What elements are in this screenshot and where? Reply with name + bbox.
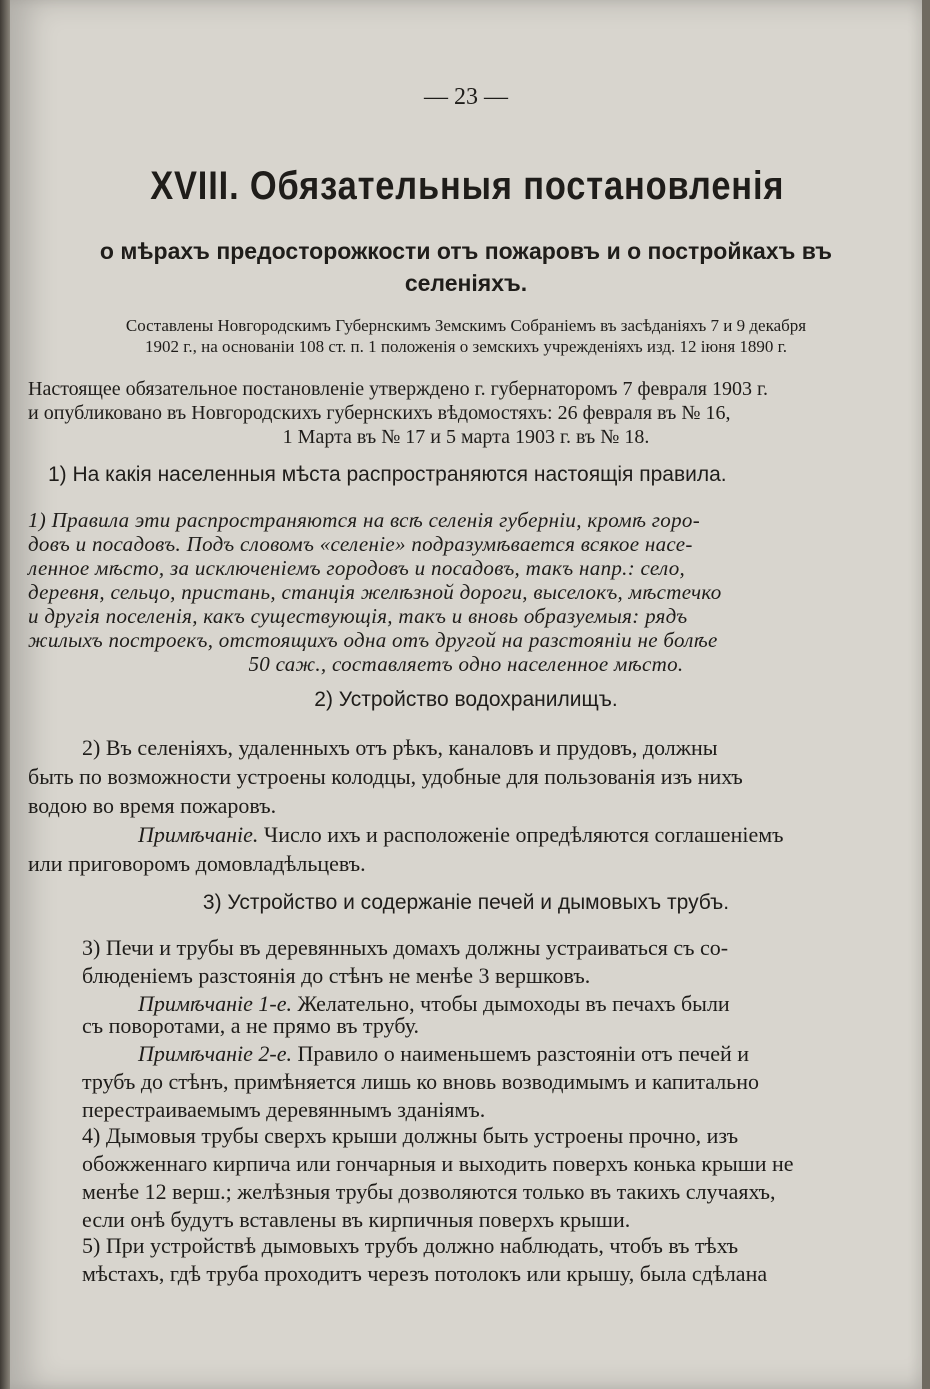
rule-text-line: блюденіемъ разстоянія до стѣнъ не менѣе 3 вершковъ.	[82, 963, 591, 988]
note-line: или приговоромъ домовладѣльцевъ.	[28, 851, 366, 876]
note-line: перестраиваемымъ деревяннымъ зданіямъ.	[82, 1097, 486, 1122]
rule-text-line: 3) Печи и трубы въ деревянныхъ домахъ должны устраиваться съ со-	[82, 935, 729, 960]
note-line: трубъ до стѣнъ, примѣняется лишь ко вновь возводимымъ и капитально	[82, 1069, 759, 1094]
section-heading: 1) На какія населенныя мѣста распространяются настоящія правила.	[48, 463, 727, 486]
subtitle-line: о мѣрахъ предосторожкости отъ пожаровъ и о постройкахъ въ	[99, 238, 833, 264]
compiled-note-line: Составлены Новгородскимъ Губернскимъ Земскимъ Собраніемъ въ засѣданіяхъ 7 и 9 декабря	[125, 316, 807, 335]
note-text: Правило о наименьшемъ разстояніи отъ печей и	[297, 1041, 750, 1066]
note-line: съ поворотами, а не прямо въ трубу.	[82, 1013, 419, 1038]
document-title: XVIII. Обязательныя постановленія	[150, 164, 785, 208]
rule-text-line: водою во время пожаровъ.	[28, 793, 277, 818]
subtitle-line: селеніяхъ.	[404, 270, 528, 296]
section-heading: 2) Устройство водохранилищъ.	[314, 688, 618, 711]
rule-text-line: быть по возможности устроены колодцы, удобные для пользованія изъ нихъ	[28, 764, 743, 789]
page-number: — 23 —	[424, 84, 508, 110]
approval-note-line: 1 Марта въ № 17 и 5 марта 1903 г. въ № 18.	[282, 426, 650, 448]
rule-text-line: 5) При устройствѣ дымовыхъ трубъ должно наблюдать, чтобъ въ тѣхъ	[82, 1233, 739, 1258]
note-line	[138, 822, 784, 848]
section-heading: 3) Устройство и содержаніе печей и дымовыхъ трубъ.	[202, 891, 730, 914]
rule-text-line: 2) Въ селеніяхъ, удаленныхъ отъ рѣкъ, каналовъ и прудовъ, должны	[82, 735, 718, 760]
note-label: Примѣчаніе 1-е.	[138, 991, 292, 1016]
note-label: Примѣчаніе.	[138, 822, 259, 847]
note-line	[138, 1041, 749, 1067]
rule-text-line: мѣстахъ, гдѣ труба проходитъ черезъ потолокъ или крышу, была сдѣлана	[82, 1261, 768, 1286]
rule-text-line: 50 саж., составляетъ одно населенное мѣсто.	[248, 652, 684, 676]
rule-text-line: если онѣ будутъ вставлены въ кирпичныя поверхъ крыши.	[82, 1207, 631, 1232]
compiled-note-line: 1902 г., на основаніи 108 ст. п. 1 положенія о земскихъ учрежденіяхъ изд. 12 іюня 1890 г.	[145, 337, 787, 356]
rule-text-line: менѣе 12 верш.; желѣзныя трубы дозволяются только въ такихъ случаяхъ,	[82, 1179, 776, 1204]
note-text: Желательно, чтобы дымоходы въ печахъ были	[297, 991, 730, 1016]
rule-text-line: жилыхъ построекъ, отстоящихъ одна отъ другой на разстояніи не болѣе	[28, 628, 718, 652]
rule-text-line: довъ и посадовъ. Подъ словомъ «селеніе» подразумѣвается всякое насе-	[28, 532, 693, 556]
book-spine	[0, 0, 10, 1389]
approval-note-line: и опубликовано въ Новгородскихъ губернскихъ вѣдомостяхъ: 26 февраля въ № 16,	[28, 402, 731, 424]
rule-text-line: ленное мѣсто, за исключеніемъ городовъ и посадовъ, такъ напр.: село,	[28, 556, 686, 580]
document-page	[10, 0, 922, 1389]
approval-note-line: Настоящее обязательное постановленіе утверждено г. губернаторомъ 7 февраля 1903 г.	[28, 378, 768, 400]
note-label: Примѣчаніе 2-е.	[138, 1041, 292, 1066]
note-text: Число ихъ и расположеніе опредѣляются соглашеніемъ	[263, 822, 784, 847]
rule-text-line: и другія поселенія, какъ существующія, такъ и вновь образуемыя: рядъ	[28, 604, 688, 628]
rule-text-line: 1) Правила эти распространяются на всѣ селенія губерніи, кромѣ горо-	[28, 508, 700, 532]
rule-text-line: обожженнаго кирпича или гончарныя и выходить поверхъ конька крыши не	[82, 1151, 794, 1176]
rule-text-line: деревня, сельцо, пристань, станція желѣзной дороги, выселокъ, мѣстечко	[28, 580, 722, 604]
rule-text-line: 4) Дымовыя трубы сверхъ крыши должны быть устроены прочно, изъ	[82, 1123, 739, 1148]
